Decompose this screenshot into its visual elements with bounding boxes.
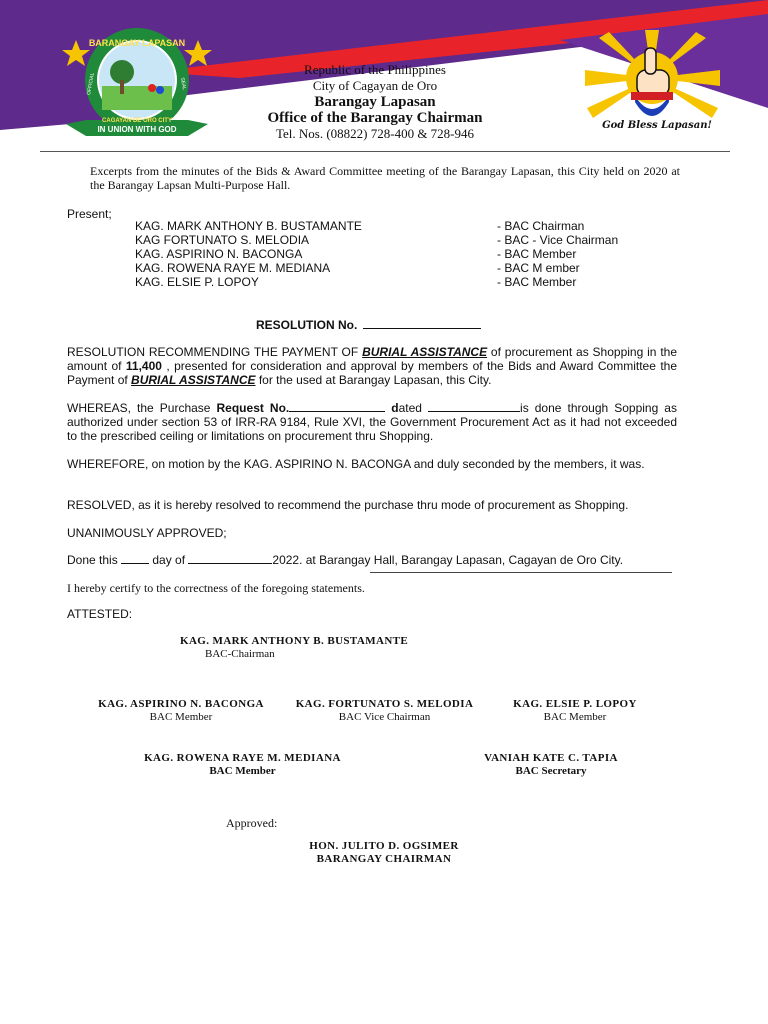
p1-burial-assistance-2: BURIAL ASSISTANCE	[131, 373, 256, 387]
signatory-name: KAG. ROWENA RAYE M. MEDIANA	[144, 752, 341, 764]
present-role: - BAC M ember	[497, 261, 580, 275]
month-blank	[188, 553, 272, 564]
signatory-melodia	[282, 698, 487, 724]
resolved-paragraph: RESOLVED, as it is hereby resolved to recommend the purchase thru mode of procurement as Shopping.	[67, 498, 629, 512]
barangay-seal-logo	[62, 24, 212, 146]
p1-text-d: , presented for consideration and approval by members of the Bids and Award Committee the Payment of	[67, 359, 677, 387]
republic-line: Republic of the Philippines	[304, 62, 446, 77]
signatory-mediana	[130, 752, 355, 778]
attested-label: ATTESTED:	[67, 607, 133, 621]
signatory-lopoy	[494, 698, 656, 724]
motto: God Bless Lapasan!	[602, 120, 712, 131]
day-blank	[121, 553, 149, 564]
done-underline	[370, 572, 672, 573]
approver-name: HON. JULITO D. OGSIMER	[309, 840, 459, 852]
seal-ribbon-text: IN UNION WITH GOD	[97, 125, 177, 134]
present-name: KAG FORTUNATO S. MELODIA	[135, 233, 310, 247]
signatory-role: BAC Vice Chairman	[338, 711, 431, 723]
present-label: Present;	[67, 207, 112, 221]
seal-top-text: BARANGAY LAPASAN	[88, 38, 186, 48]
p2-d: d	[391, 401, 399, 415]
p1-text-f: for the used at Barangay Lapasan, this City.	[255, 373, 492, 387]
seal-right-text: SEAL	[178, 77, 188, 91]
signatory-role: BAC Member	[149, 711, 213, 723]
thumbs-up-sun-logo	[585, 30, 720, 125]
city-line: City of Cagayan de Oro	[312, 78, 438, 93]
p1-amount: 11,400	[125, 359, 162, 373]
present-role: - BAC Member	[497, 247, 577, 261]
seal-bottom-text: CAGAYAN DE ORO CITY	[102, 118, 172, 124]
p1-burial-assistance: BURIAL ASSISTANCE	[362, 345, 488, 359]
request-no-blank	[289, 401, 385, 412]
p6-text-b: day of	[149, 553, 189, 567]
present-role: - BAC - Vice Chairman	[497, 233, 619, 247]
signatory-chairman	[180, 635, 430, 661]
office-line: Office of the Barangay Chairman	[267, 110, 483, 126]
signatory-name: KAG. FORTUNATO S. MELODIA	[295, 698, 474, 710]
present-role: - BAC Chairman	[497, 219, 585, 233]
done-this-line	[67, 553, 677, 567]
signatory-name: VANIAH KATE C. TAPIA	[484, 752, 618, 764]
p2-text-b: ated	[398, 401, 429, 415]
resolution-paragraph	[67, 345, 677, 387]
present-name: KAG. ASPIRINO N. BACONGA	[135, 247, 303, 261]
wherefore-paragraph: WHEREFORE, on motion by the KAG. ASPIRINO N. BACONGA and duly seconded by the members, it was.	[67, 457, 645, 471]
date-blank	[428, 401, 520, 412]
p1-text-c: of procurement as Shopping in the amount of	[67, 345, 677, 373]
p2-text-c: is done through Sopping as authorized under section 53 of IRR-RA 9184, Rule XVI, the Government Procurement Act as it had not exceeded to the prescribed ceiling or limitations on procurement thru Shopping.	[67, 401, 677, 443]
p2-request-no: Request No.	[216, 401, 290, 415]
signatory-role: BAC Secretary	[515, 765, 587, 777]
approver-role: BARANGAY CHAIRMAN	[316, 853, 452, 865]
whereas-paragraph	[67, 401, 677, 443]
signatory-name: KAG. ASPIRINO N. BACONGA	[98, 698, 264, 710]
p6-text-c: 2022. at Barangay Hall, Barangay Lapasan, Cagayan de Oro City.	[272, 553, 624, 567]
tel-line: Tel. Nos. (08822) 728-400 & 728-946	[275, 126, 475, 141]
present-role: - BAC Member	[497, 275, 577, 289]
approved-label: Approved:	[226, 816, 278, 830]
unanimously-approved: UNANIMOUSLY APPROVED;	[67, 526, 227, 540]
approver	[284, 840, 484, 866]
signatory-baconga	[86, 698, 276, 724]
seal-left-text: OFFICIAL	[86, 72, 96, 96]
letterhead	[220, 62, 530, 142]
header-divider	[40, 151, 730, 152]
resolution-number-blank	[363, 318, 481, 329]
signatory-role: BAC Member	[209, 765, 276, 777]
barangay-line: Barangay Lapasan	[314, 94, 436, 110]
p2-text-a: WHEREAS, the Purchase	[67, 401, 217, 415]
present-name: KAG. ELSIE P. LOPOY	[135, 275, 259, 289]
certify-statement: I hereby certify to the correctness of the foregoing statements.	[67, 581, 365, 595]
intro-paragraph: Excerpts from the minutes of the Bids & Award Committee meeting of the Barangay Lapasan, this City held on 2020 at the Barangay Lapsan Multi-Purpose Hall.	[90, 164, 680, 192]
signatory-role: BAC Member	[543, 711, 607, 723]
signatory-name: KAG. ELSIE P. LOPOY	[513, 698, 637, 710]
signatory-name: KAG. MARK ANTHONY B. BUSTAMANTE	[180, 635, 409, 647]
resolution-title-text: RESOLUTION No.	[256, 318, 358, 332]
signatory-tapia	[470, 752, 632, 778]
present-name: KAG. MARK ANTHONY B. BUSTAMANTE	[135, 219, 362, 233]
p6-text-a: Done this	[67, 553, 122, 567]
resolution-title	[256, 318, 481, 332]
p1-text-a: RESOLUTION RECOMMENDING THE PAYMENT OF	[67, 345, 363, 359]
present-name: KAG. ROWENA RAYE M. MEDIANA	[135, 261, 331, 275]
signatory-role: BAC-Chairman	[205, 648, 275, 660]
